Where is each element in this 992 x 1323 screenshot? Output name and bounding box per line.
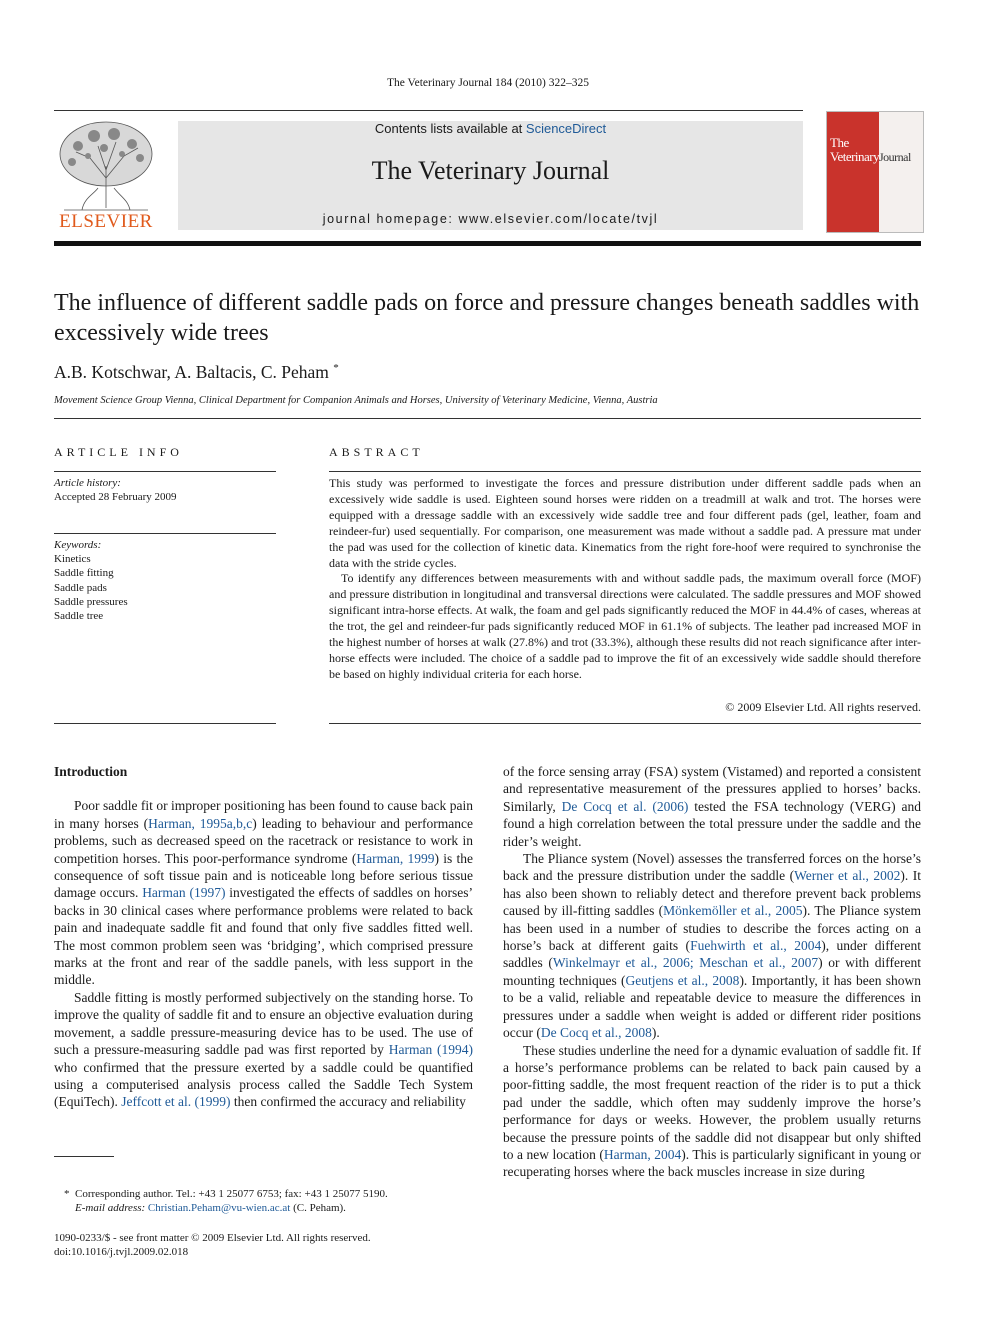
reference-link[interactable]: Mönkemöller et al., 2005 [663,903,803,919]
keywords-block [54,538,128,623]
reference-link[interactable]: Harman, 1999 [356,850,435,866]
sciencedirect-link[interactable]: ScienceDirect [525,121,607,136]
body-paragraph: The Pliance system (Novel) assesses the transferred forces on the horse’s back and the pressure distribution under the saddle (Werner et al., 2002). It has also been shown to reliably detect and therefore prevent back problems caused by ill-fitting saddles (Mönkemöller et al., 2005). The Pliance system has been used in a number of studies to describe the forces acting on a horse’s back at different gaits (Fuehwirth et al., 2004), under different saddles (Winkelmayr et al., 2006; Meschan et al., 2007) or with different mounting techniques (Geutjens et al., 2008). Importantly, it has been shown to be a valid, reliable and repeatable device to measure the differences in pressures under a saddle when weight is added or different rider positions occur (De Cocq et al., 2008). [503,851,922,1041]
reference-link[interactable]: Fuehwirth et al., 2004 [690,938,822,954]
keywords-label: Keywords: [54,539,102,551]
cover-title: The Veterinary [830,135,880,164]
cover-red-strip [827,112,879,232]
body-paragraph: Poor saddle fit or improper positioning has been found to cause back pain in many horses (Harman, 1995a,b,c) leading to behaviour and performance problems, such as decreased speed on the racetrack or resistance to work in competition horses. This poor-performance syndrome (Harman, 1999) is the consequence of soft tissue pain and is noticeable long before serious tissue damage occurs. Harman (1997) investigated the effects of saddles on horses’ backs in 30 clinical cases where performance problems were related to back pain and inadequate saddle fit and found that only five saddles fitted well. The most common problem seen was ‘bridging’, which comprised pressure marks at the front and rear of the saddle panels, with less support in the middle. [54,798,474,988]
keyword-item: Saddle fitting [54,567,114,580]
title-rule [54,418,921,419]
introduction-heading: Introduction [54,764,128,779]
article-info-heading: ARTICLE INFO [54,445,183,459]
author-list [54,362,339,383]
keyword-item: Saddle tree [54,610,104,623]
article-history [54,476,177,504]
abstract-paragraph: This study was performed to investigate the forces and pressure distribution under different saddle pads when an excessively wide saddle is used. Eighteen sound horses were ridden on a treadmill at walk and trot. The horses were equipped with a dressage saddle with an excessively wide saddle tree and four different pads (gel, leather, foam and reindeer-fur) used sequentially. For comparison, one measurement was made without a saddle pad. A pressure mat under the pad was used for the collection of kinetic data. Kinematics from the right fore-hoof were required to synchronise the data with the stride cycles. [329,476,921,570]
authors-names: A.B. Kotschwar, A. Baltacis, C. Peham [54,362,329,382]
reference-link[interactable]: Jeffcott et al. (1999) [121,1094,231,1110]
keyword-item: Saddle pads [54,581,107,594]
abstract-copyright: © 2009 Elsevier Ltd. All rights reserved. [725,700,921,714]
footnote-mark: * [64,1188,70,1200]
keyword-item: Saddle pressures [54,595,128,608]
journal-homepage[interactable]: journal homepage: www.elsevier.com/locate/tvjl [322,212,659,226]
keywords-rule [54,533,276,534]
issn-line: 1090-0233/$ - see front matter © 2009 Elsevier Ltd. All rights reserved. [54,1232,371,1244]
accepted-date: Accepted 28 February 2009 [54,491,177,504]
journal-title: The Veterinary Journal [371,156,610,185]
article-info-bottom-rule [54,723,276,724]
reference-link[interactable]: De Cocq et al. (2006) [561,798,689,814]
reference-link[interactable]: Geutjens et al., 2008 [625,972,740,988]
footnote [64,1187,484,1215]
contents-prefix: Contents lists available at [374,121,526,136]
footnote-contact: Corresponding author. Tel.: +43 1 25077 6753; fax: +43 1 25077 5190. [75,1188,388,1200]
reference-link[interactable]: Winkelmayr et al., 2006; Meschan et al., 2007 [552,955,819,971]
email-suffix: (C. Peham). [290,1202,346,1214]
article-title: The influence of different saddle pads on force and pressure changes beneath saddles with excessively wide trees [54,290,920,346]
abstract-text [329,476,921,683]
header-rule [54,110,803,111]
doi-line[interactable]: doi:10.1016/j.tvjl.2009.02.018 [54,1246,189,1258]
reference-link[interactable]: Harman, 2004 [603,1146,682,1162]
body-left-column [54,763,473,1111]
footnote-rule [54,1156,114,1157]
reference-link[interactable]: Harman (1994) [388,1042,473,1058]
body-right-column [503,763,921,1181]
history-label: Article history: [54,477,121,489]
cover-title-journal: Journal [879,150,911,164]
elsevier-wordmark: ELSEVIER [59,211,153,232]
email-label: E-mail address: [75,1202,148,1214]
abstract-heading: ABSTRACT [329,445,424,459]
corresponding-author-mark[interactable]: * [333,362,339,375]
reference-link[interactable]: Harman (1997) [142,885,226,901]
front-matter [54,1231,484,1259]
article-info-rule [54,471,276,472]
email-link[interactable]: Christian.Peham@vu-wien.ac.at [147,1202,291,1214]
contents-line [178,121,803,136]
header-thick-rule [54,241,921,246]
journal-cover-thumbnail [826,111,924,233]
affiliation: Movement Science Group Vienna, Clinical Department for Companion Animals and Horses, University of Veterinary Medicine, Vienna, Austria [54,395,658,406]
body-paragraph: Saddle fitting is mostly performed subjectively on the standing horse. To improve the quality of saddle fit and to ensure an objective evaluation during movement, a saddle pressure-measuring device has to be used. The use of such a pressure-measuring saddle pad was first reported by Harman (1994) who confirmed that the pressure exerted by a saddle could be quantified using a computerised analysis process called the Saddle Tech System (EquiTech). Jeffcott et al. (1999) then confirmed the accuracy and reliability [54,989,473,1110]
reference-link[interactable]: Werner et al., 2002 [794,868,901,884]
journal-citation: The Veterinary Journal 184 (2010) 322–325 [387,77,589,89]
abstract-paragraph: To identify any differences between measurements with and without saddle pads, the maximum overall force (MOF) and pressure distribution in longitudinal and transversal directions were calculated. The saddle pressures and MOF showed significant intra-horse effects. At walk, the foam and gel pads significantly reduced the MOF in 44.4% of cases, whereas at the trot, the gel and reindeer-fur pads significantly reduced MOF in 61.1% of subjects. The leather pad increased MOF in the highest number of horses at walk (27.8%) and trot (33.3%), although these results did not reach significance after inter-horse effects were included. The choice of a saddle pad to improve the fit of an excessively wide saddle should therefore be based on highly individual criteria for each horse. [329,571,921,681]
body-paragraph: of the force sensing array (FSA) system (Vistamed) and reported a consistent and representative measurement of the pressures applied to horses’ backs. Similarly, De Cocq et al. (2006) tested the FSA technology (VERG) and found a high correlation between the total pressure under the saddle and the rider’s weight. [503,764,921,849]
body-paragraph: These studies underline the need for a dynamic evaluation of saddle fit. If a horse’s performance problems can be related to back pain caused by a poor-fitting saddle, the most frequent reaction of the rider is to put a thick pad under the saddle, which often may suddenly improve the horse’s performance for days or weeks. However, the problem usually returns because the pressure points of the saddle did not disappear but only shifted to a new location (Harman, 2004). This is particularly significant in young or recuperating horses where the back muscles increase in size during [503,1042,921,1180]
abstract-bottom-rule [329,723,921,724]
reference-link[interactable]: De Cocq et al., 2008 [540,1025,652,1041]
keyword-item: Kinetics [54,553,91,566]
reference-link[interactable]: Harman, 1995a,b,c [148,815,253,831]
abstract-rule [329,471,921,472]
